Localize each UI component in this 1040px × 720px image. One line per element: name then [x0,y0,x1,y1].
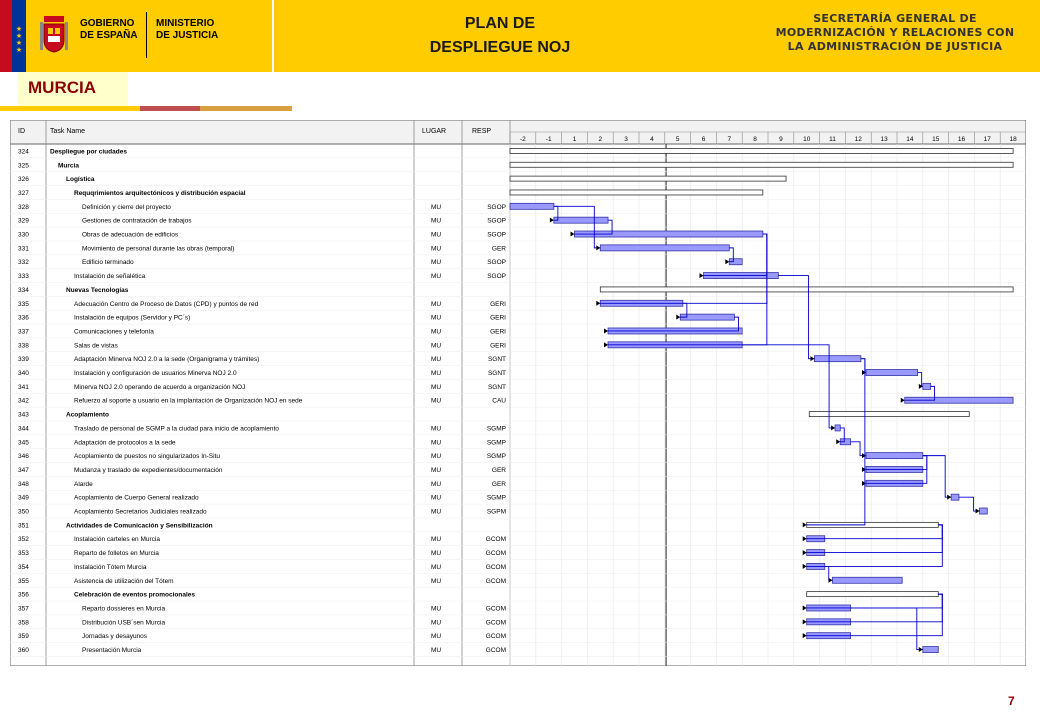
row-task-name: Acoplamiento Secretarios Judiciales realizado [74,508,207,516]
period-label: 17 [983,136,991,143]
period-label: 2 [598,136,603,143]
row-task-name: Adaptación Minerva NOJ 2.0 a la sede (Organigrama y trámites) [74,356,260,364]
row-id: 348 [18,480,29,488]
coat-of-arms-icon [40,12,68,56]
row-task-name: Requqrimientos arquitectónicos y distribución espacial [74,189,246,197]
row-resp: SGNT [487,370,506,378]
row-id: 355 [18,577,29,585]
task-bar [866,370,918,376]
row-task-name: Edificio terminado [82,259,134,267]
col-header-lugar: LUGAR [422,128,447,135]
secretaria-line1: SECRETARÍA GENERAL DE [813,12,977,25]
row-lugar: MU [430,439,442,447]
period-label: 3 [624,136,628,143]
period-label: 16 [957,136,966,143]
eu-stars-icon: ★ ★ ★ ★ [15,25,23,54]
header-divider [272,0,274,72]
period-label: 6 [701,136,706,143]
row-task-name: Actividades de Comunicación y Sensibilización [66,522,213,530]
row-resp: SGOP [487,231,506,239]
row-resp: SGNT [487,356,506,364]
row-id: 342 [18,397,29,405]
row-lugar: MU [430,300,442,308]
period-label: 9 [779,136,783,143]
row-id: 353 [18,550,29,558]
region-text: MURCIA [28,78,96,97]
period-label: 15 [932,136,940,143]
row-id: 357 [18,605,29,613]
row-lugar: MU [430,577,442,585]
row-task-name: Presentación Murcia [82,647,142,655]
secretaria-line3: LA ADMINISTRACIÓN DE JUSTICIA [787,40,1003,53]
col-header-resp: RESP [472,128,492,135]
row-resp: CAU [492,397,506,405]
task-bar [554,217,608,223]
row-lugar: MU [430,203,442,211]
row-task-name: Minerva NOJ 2.0 operando de acuerdo a organización NOJ [74,383,246,391]
row-id: 345 [18,439,29,447]
task-bar [980,508,988,514]
row-id: 330 [18,231,29,239]
row-task-name: Alarde [74,480,93,488]
task-bar [600,245,729,251]
row-lugar: MU [430,633,442,641]
row-task-name: Gestiones de contratación de trabajos [82,217,192,225]
row-id: 356 [18,591,29,599]
header-bar [0,0,1040,72]
row-id: 354 [18,563,29,571]
row-resp: SGOP [487,273,506,281]
summary-bar [510,148,1013,153]
row-resp: GCOM [485,619,506,627]
row-lugar: MU [430,259,442,267]
row-id: 324 [18,148,29,156]
row-task-name: Obras de adecuación de edificios [82,231,179,239]
row-task-name: Instalación carteles en Murcia [74,536,160,544]
col-header-task: Task Name [50,128,86,135]
summary-bar [510,190,763,195]
row-resp: SGOP [487,217,506,225]
period-label: 13 [880,136,888,143]
task-bar [923,647,938,653]
row-task-name: Murcia [58,162,79,170]
row-id: 346 [18,453,29,461]
task-bar [835,425,840,431]
row-task-name: Comunicaciones y telefonía [74,328,154,336]
row-lugar: MU [430,370,442,378]
row-task-name: Reparto dossieres en Murcia [82,605,166,613]
task-bar [951,494,959,500]
period-label: -2 [520,136,526,143]
task-bar [923,383,931,389]
summary-bar [510,162,1013,167]
row-lugar: MU [430,508,442,516]
row-resp: SGOP [487,203,506,211]
gantt-chart [10,120,1026,666]
row-resp: SGMP [486,439,506,447]
row-resp: GERI [490,328,506,336]
row-task-name: Despliegue por ciudades [50,148,127,156]
row-id: 340 [18,370,29,378]
row-id: 343 [18,411,29,419]
row-lugar: MU [430,647,442,655]
row-lugar: MU [430,356,442,364]
row-lugar: MU [430,314,442,322]
row-id: 359 [18,633,29,641]
row-task-name: Instalación de señalética [74,273,146,281]
row-resp: SGMP [486,453,506,461]
row-id: 360 [18,647,29,655]
row-resp: GER [491,245,506,253]
row-task-name: Reparto de folletos en Murcia [74,550,159,558]
row-id: 334 [18,286,29,294]
row-task-name: Traslado de personal de SGMP a la ciudad para inicio de acoplamiento [74,425,279,433]
row-resp: SGPM [486,508,506,516]
row-resp: GER [491,480,506,488]
row-id: 326 [18,176,29,184]
row-lugar: MU [430,480,442,488]
row-resp: SGMP [486,425,506,433]
row-lugar: MU [430,605,442,613]
color-band-red [140,106,200,111]
row-task-name: Definición y cierre del proyecto [82,203,171,211]
period-label: 18 [1009,136,1017,143]
row-task-name: Refuerzo al soporte a usuario en la implantación de Organización NOJ en sede [74,397,303,405]
period-label: 8 [753,136,757,143]
row-resp: GERI [490,314,506,322]
period-label: 11 [829,136,836,143]
summary-bar [809,412,969,417]
row-id: 333 [18,273,29,281]
row-task-name: Distribución USB´sen Murcia [82,619,166,627]
row-resp: SGMP [486,494,506,502]
row-lugar: MU [430,217,442,225]
row-task-name: Celebración de eventos promocionales [74,591,196,599]
row-id: 358 [18,619,29,627]
period-label: -1 [545,136,552,143]
period-label: 7 [727,136,732,143]
summary-bar [510,176,786,181]
secretaria-line2: MODERNIZACIÓN Y RELACIONES CON [775,26,1015,39]
title-line2: DESPLIEGUE NOJ [429,39,571,56]
row-task-name: Acoplamiento [66,411,109,419]
gobierno-text [80,18,138,42]
gov-line2: DE ESPAÑA [80,30,138,41]
row-lugar: MU [430,453,442,461]
government-logo [26,0,270,72]
task-bar [680,314,734,320]
period-label: 5 [675,136,680,143]
period-label: 10 [803,136,811,143]
row-id: 336 [18,314,29,322]
row-lugar: MU [430,245,442,253]
row-id: 337 [18,328,29,336]
row-lugar: MU [430,328,442,336]
row-task-name: Mudanza y traslado de expedientes/documentación [74,466,223,474]
row-task-name: Salas de vistas [74,342,118,350]
row-id: 325 [18,162,29,170]
task-bar [814,356,860,362]
row-id: 350 [18,508,29,516]
row-id: 335 [18,300,29,308]
period-label: 12 [854,136,862,143]
ministerio-text [156,18,218,42]
period-label: 14 [906,136,914,143]
row-task-name: Instalación y configuración de usuarios Minerva NOJ 2.0 [74,370,237,378]
task-bar [833,577,903,583]
row-id: 329 [18,217,29,225]
row-id: 341 [18,383,29,391]
row-id: 347 [18,466,29,474]
row-task-name: Nuevas Tecnologías [66,286,129,294]
row-task-name: Instalación de equipos (Servidor y PC´s) [74,314,191,322]
summary-bar [807,592,939,597]
row-id: 339 [18,356,29,364]
secretaria-text [760,12,1030,54]
row-id: 351 [18,522,29,530]
row-resp: GCOM [485,563,506,571]
row-id: 349 [18,494,29,502]
row-resp: GER [491,466,506,474]
color-band-orange [200,106,292,111]
row-resp: GCOM [485,577,506,585]
col-header-id: ID [18,128,25,135]
row-resp: GCOM [485,605,506,613]
period-label: 1 [572,136,577,143]
row-task-name: Jornadas y desayunos [82,633,148,641]
task-bar [866,453,923,459]
row-lugar: MU [430,397,442,405]
row-lugar: MU [430,550,442,558]
region-label [18,72,128,106]
row-resp: SGNT [487,383,506,391]
title-line1: PLAN DE [464,15,536,32]
row-resp: GERI [490,300,506,308]
row-lugar: MU [430,563,442,571]
row-resp: GCOM [485,550,506,558]
row-resp: SGOP [487,259,506,267]
min-line1: MINISTERIO [156,18,215,29]
row-id: 352 [18,536,29,544]
summary-bar [600,287,1013,292]
row-resp: GERI [490,342,506,350]
row-task-name: Logística [66,176,95,184]
row-task-name: Acoplamiento de Cuerpo General realizado [74,494,199,502]
row-lugar: MU [430,619,442,627]
gov-line1: GOBIERNO [80,18,135,29]
row-id: 327 [18,189,29,197]
row-lugar: MU [430,383,442,391]
row-id: 332 [18,259,29,267]
row-task-name: Adaptación de protocolos a la sede [74,439,176,447]
row-task-name: Acoplamiento de puestos no singularizados In-Situ [74,453,220,461]
row-task-name: Adecuación Centro de Proceso de Datos (CPD) y puntos de red [74,300,259,308]
page-number: 7 [1008,694,1015,708]
row-resp: GCOM [485,536,506,544]
color-band-yellow [0,106,140,111]
task-bar [510,203,554,209]
row-resp: GCOM [485,647,506,655]
row-lugar: MU [430,536,442,544]
row-lugar: MU [430,425,442,433]
row-resp: GCOM [485,633,506,641]
row-lugar: MU [430,342,442,350]
row-task-name: Instalación Tótem Murcia [74,563,147,571]
row-task-name: Asistencia de utilización del Tótem [74,577,174,585]
row-id: 328 [18,203,29,211]
row-id: 331 [18,245,29,253]
row-lugar: MU [430,466,442,474]
logo-divider [146,12,147,58]
page-title [380,12,620,60]
row-lugar: MU [430,231,442,239]
row-id: 344 [18,425,29,433]
row-lugar: MU [430,494,442,502]
flag-red-stripe [0,0,12,72]
min-line2: DE JUSTICIA [156,30,219,41]
row-id: 338 [18,342,29,350]
period-label: 4 [650,136,654,143]
row-lugar: MU [430,273,442,281]
row-task-name: Movimiento de personal durante las obras (temporal) [82,245,235,253]
